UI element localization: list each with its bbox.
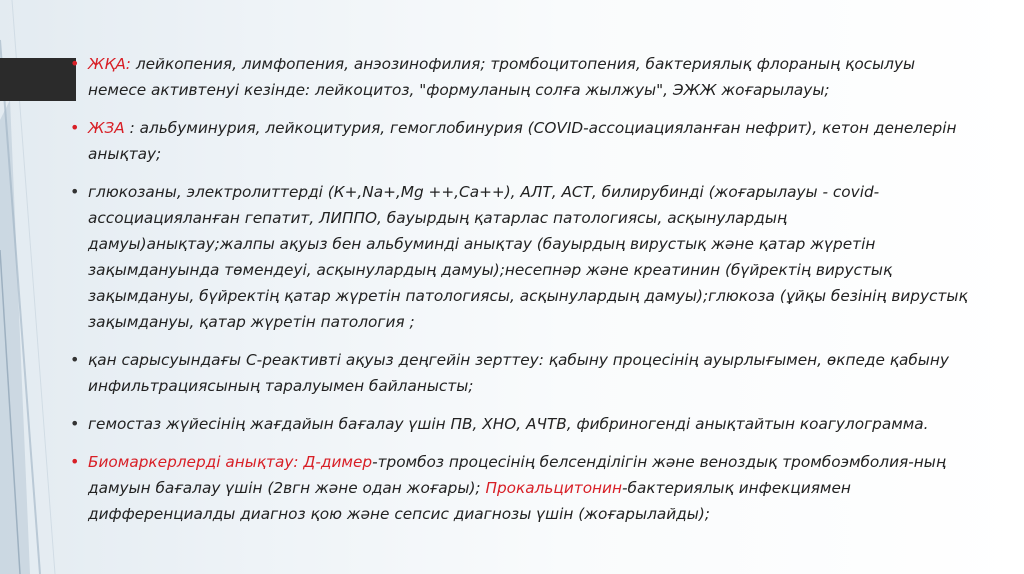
bullet-label: Биомаркерлерді анықтау: Д-димер xyxy=(88,453,373,471)
bullet-item-hemostasis xyxy=(70,411,970,437)
bullet-text: глюкозаны, электролиттерді (К+,Na+,Mg ++,Ca++), АЛТ, АСТ, билирубинді (жоғарылауы - covid-ассоциацияланған гепатит, ЛИППО, бауырдың қатарлас патологиясы, асқынулардың дамуы)анықтау;жалпы ақуыз бен альбуминді анықтау (бауырдың вирустық және қатар жүретін зақымдануында төмендеуі, асқынулардың дамуы);несепнәр және креатинин (бүйректің вирустық зақымдануы, бүйректің қатар жүретін патологиясы, асқынулардың дамуы);глюкоза (ұйқы безінің вирустық зақымдануы, қатар жүретін патология ; xyxy=(88,183,968,331)
content-area xyxy=(70,51,970,539)
bullet-text-procalcitonin: -бактериялық инфекциямен дифференциалды диагноз қою және сепсис диагнозы үшін (жоғарылайды); xyxy=(88,479,851,523)
bullet-text: -тромбоз процесінің белсенділігін және веноздық тромбоэмболия-ның дамуын бағалау үшін (2вгн және одан жоғары); xyxy=(88,453,946,497)
bullet-label-procalcitonin: Прокальцитонин xyxy=(485,479,622,497)
bullet-item-crp xyxy=(70,347,970,399)
bullet-list xyxy=(70,51,970,527)
slide-tab-accent xyxy=(0,58,76,101)
bullet-text: : альбуминурия, лейкоцитурия, гемоглобинурия (COVID-ассоциацияланған нефрит), кетон денелерін анықтау; xyxy=(88,119,957,163)
bullet-text: қан сарысуындағы С-реактивті ақуыз деңгейін зерттеу: қабыну процесінің ауырлығымен, өкпеде қабыну инфильтрациясының таралуымен байланысты; xyxy=(88,351,949,395)
bullet-label: ЖҚА: xyxy=(88,55,131,73)
bullet-item-cbc xyxy=(70,51,970,103)
bullet-item-urinalysis xyxy=(70,115,970,167)
bullet-item-biomarkers xyxy=(70,449,970,527)
bullet-item-biochemistry xyxy=(70,179,970,335)
bullet-text: лейкопения, лимфопения, анэозинофилия; тромбоцитопения, бактериялық флораның қосылуы немесе активтенуі кезінде: лейкоцитоз, "формуланың солға жылжуы", ЭЖЖ жоғарылауы; xyxy=(88,55,916,99)
bullet-label: ЖЗА xyxy=(88,119,125,137)
bullet-text: гемостаз жүйесінің жағдайын бағалау үшін ПВ, ХНО, АЧТВ, фибриногенді анықтайтын коагулограмма. xyxy=(88,415,929,433)
